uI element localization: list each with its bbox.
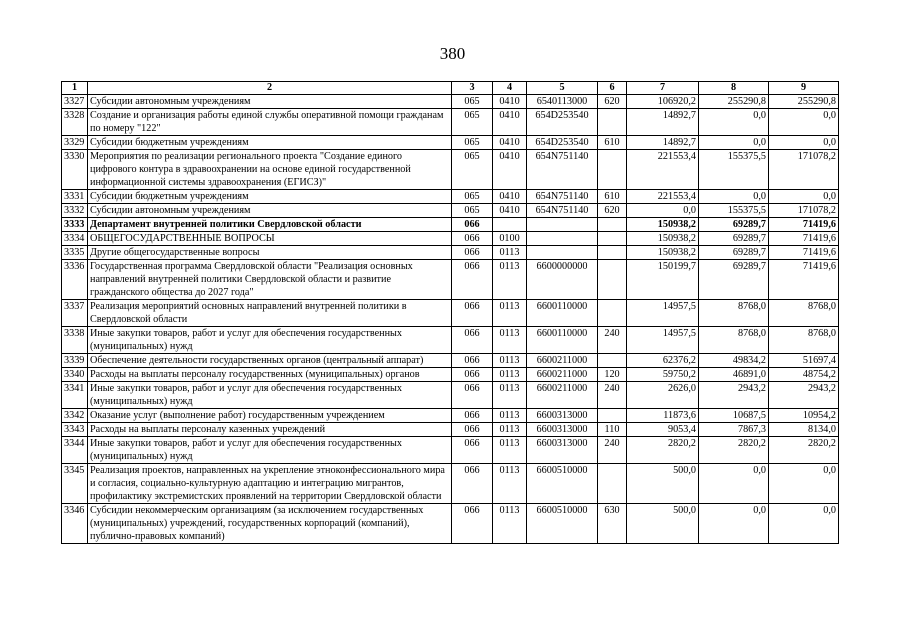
amount-col7: 9053,4 bbox=[627, 423, 699, 437]
header-cell: 8 bbox=[699, 82, 769, 95]
amount-col8: 255290,8 bbox=[699, 95, 769, 109]
amount-col7: 150199,7 bbox=[627, 260, 699, 300]
table-row bbox=[62, 246, 839, 260]
amount-col8: 0,0 bbox=[699, 109, 769, 136]
amount-col9: 48754,2 bbox=[769, 368, 839, 382]
amount-col7: 0,0 bbox=[627, 204, 699, 218]
amount-col8: 69289,7 bbox=[699, 232, 769, 246]
table-row bbox=[62, 327, 839, 354]
expense-type-code bbox=[598, 300, 627, 327]
table-row bbox=[62, 136, 839, 150]
header-cell: 7 bbox=[627, 82, 699, 95]
ministry-code: 065 bbox=[452, 204, 493, 218]
amount-col9: 0,0 bbox=[769, 136, 839, 150]
amount-col8: 155375,5 bbox=[699, 204, 769, 218]
section-code: 0113 bbox=[493, 464, 527, 504]
row-number: 3345 bbox=[62, 464, 88, 504]
expense-type-code bbox=[598, 218, 627, 232]
section-code: 0100 bbox=[493, 232, 527, 246]
header-cell: 1 bbox=[62, 82, 88, 95]
target-article-code bbox=[527, 218, 598, 232]
row-number: 3333 bbox=[62, 218, 88, 232]
row-number: 3346 bbox=[62, 504, 88, 544]
table-row bbox=[62, 437, 839, 464]
amount-col7: 150938,2 bbox=[627, 232, 699, 246]
row-number: 3337 bbox=[62, 300, 88, 327]
amount-col9: 51697,4 bbox=[769, 354, 839, 368]
amount-col7: 221553,4 bbox=[627, 150, 699, 190]
expense-type-code: 240 bbox=[598, 327, 627, 354]
amount-col8: 0,0 bbox=[699, 136, 769, 150]
expense-type-code bbox=[598, 409, 627, 423]
amount-col8: 155375,5 bbox=[699, 150, 769, 190]
row-number: 3343 bbox=[62, 423, 88, 437]
table-row bbox=[62, 354, 839, 368]
row-number: 3342 bbox=[62, 409, 88, 423]
item-name: Расходы на выплаты персоналу казенных учреждений bbox=[88, 423, 452, 437]
section-code: 0113 bbox=[493, 437, 527, 464]
amount-col8: 8768,0 bbox=[699, 300, 769, 327]
amount-col7: 14957,5 bbox=[627, 300, 699, 327]
item-name: Субсидии некоммерческим организациям (за исключением государственных (муниципальных) учреждений, государственных корпораций (компаний), публично-правовых компаний) bbox=[88, 504, 452, 544]
section-code: 0113 bbox=[493, 504, 527, 544]
item-name: Реализация проектов, направленных на укрепление этноконфессионального мира и согласия, социально-культурную адаптацию и интеграцию мигрантов, профилактику экстремистских проявлений на территории Свердловской области bbox=[88, 464, 452, 504]
item-name: Расходы на выплаты персоналу государственных (муниципальных) органов bbox=[88, 368, 452, 382]
row-number: 3334 bbox=[62, 232, 88, 246]
target-article-code: 6600211000 bbox=[527, 354, 598, 368]
expense-type-code bbox=[598, 232, 627, 246]
amount-col9: 255290,8 bbox=[769, 95, 839, 109]
target-article-code: 654D253540 bbox=[527, 109, 598, 136]
row-number: 3341 bbox=[62, 382, 88, 409]
amount-col9: 0,0 bbox=[769, 464, 839, 504]
amount-col9: 0,0 bbox=[769, 190, 839, 204]
section-code: 0410 bbox=[493, 204, 527, 218]
target-article-code: 654N751140 bbox=[527, 204, 598, 218]
item-name: Государственная программа Свердловской области "Реализация основных направлений внутренней политики Свердловской области и развитие гражданского общества до 2027 года" bbox=[88, 260, 452, 300]
target-article-code bbox=[527, 246, 598, 260]
amount-col9: 71419,6 bbox=[769, 246, 839, 260]
expense-type-code: 630 bbox=[598, 504, 627, 544]
page-number: 380 bbox=[439, 44, 466, 63]
amount-col9: 8768,0 bbox=[769, 300, 839, 327]
table-row bbox=[62, 204, 839, 218]
ministry-code: 065 bbox=[452, 95, 493, 109]
row-number: 3344 bbox=[62, 437, 88, 464]
expense-type-code bbox=[598, 109, 627, 136]
item-name: Мероприятия по реализации регионального проекта "Создание единого цифрового контура в здравоохранении на основе единой государственной информационной системы здравоохранения (ЕГИСЗ)" bbox=[88, 150, 452, 190]
target-article-code: 6600000000 bbox=[527, 260, 598, 300]
row-number: 3340 bbox=[62, 368, 88, 382]
target-article-code: 6600313000 bbox=[527, 409, 598, 423]
expense-type-code bbox=[598, 246, 627, 260]
table-row bbox=[62, 300, 839, 327]
section-code: 0113 bbox=[493, 423, 527, 437]
target-article-code: 6600510000 bbox=[527, 464, 598, 504]
ministry-code: 066 bbox=[452, 300, 493, 327]
expense-type-code: 620 bbox=[598, 204, 627, 218]
ministry-code: 065 bbox=[452, 150, 493, 190]
ministry-code: 066 bbox=[452, 260, 493, 300]
amount-col7: 150938,2 bbox=[627, 218, 699, 232]
ministry-code: 065 bbox=[452, 190, 493, 204]
section-code: 0113 bbox=[493, 246, 527, 260]
header-row bbox=[62, 82, 839, 95]
target-article-code: 6600211000 bbox=[527, 382, 598, 409]
target-article-code: 654D253540 bbox=[527, 136, 598, 150]
table-row bbox=[62, 95, 839, 109]
ministry-code: 066 bbox=[452, 504, 493, 544]
table-row bbox=[62, 218, 839, 232]
amount-col9: 171078,2 bbox=[769, 204, 839, 218]
ministry-code: 066 bbox=[452, 246, 493, 260]
target-article-code: 6540113000 bbox=[527, 95, 598, 109]
item-name: Субсидии бюджетным учреждениям bbox=[88, 136, 452, 150]
amount-col7: 150938,2 bbox=[627, 246, 699, 260]
table-row bbox=[62, 109, 839, 136]
table-row bbox=[62, 150, 839, 190]
ministry-code: 066 bbox=[452, 464, 493, 504]
table-row bbox=[62, 260, 839, 300]
item-name: ОБЩЕГОСУДАРСТВЕННЫЕ ВОПРОСЫ bbox=[88, 232, 452, 246]
section-code: 0113 bbox=[493, 368, 527, 382]
row-number: 3332 bbox=[62, 204, 88, 218]
row-number: 3330 bbox=[62, 150, 88, 190]
row-number: 3328 bbox=[62, 109, 88, 136]
item-name: Субсидии автономным учреждениям bbox=[88, 95, 452, 109]
row-number: 3327 bbox=[62, 95, 88, 109]
ministry-code: 066 bbox=[452, 327, 493, 354]
table-row bbox=[62, 423, 839, 437]
item-name: Реализация мероприятий основных направлений внутренней политики в Свердловской области bbox=[88, 300, 452, 327]
header-cell: 5 bbox=[527, 82, 598, 95]
table-row bbox=[62, 190, 839, 204]
amount-col8: 69289,7 bbox=[699, 246, 769, 260]
amount-col9: 71419,6 bbox=[769, 218, 839, 232]
expense-type-code: 120 bbox=[598, 368, 627, 382]
item-name: Создание и организация работы единой службы оперативной помощи гражданам по номеру "122" bbox=[88, 109, 452, 136]
amount-col7: 221553,4 bbox=[627, 190, 699, 204]
ministry-code: 065 bbox=[452, 109, 493, 136]
item-name: Оказание услуг (выполнение работ) государственным учреждением bbox=[88, 409, 452, 423]
amount-col9: 71419,6 bbox=[769, 232, 839, 246]
ministry-code: 066 bbox=[452, 409, 493, 423]
amount-col7: 59750,2 bbox=[627, 368, 699, 382]
expense-type-code bbox=[598, 464, 627, 504]
target-article-code: 6600110000 bbox=[527, 327, 598, 354]
amount-col7: 14892,7 bbox=[627, 109, 699, 136]
amount-col9: 0,0 bbox=[769, 109, 839, 136]
row-number: 3335 bbox=[62, 246, 88, 260]
table-row bbox=[62, 504, 839, 544]
section-code: 0113 bbox=[493, 382, 527, 409]
expense-type-code: 610 bbox=[598, 190, 627, 204]
amount-col9: 171078,2 bbox=[769, 150, 839, 190]
row-number: 3331 bbox=[62, 190, 88, 204]
amount-col8: 2820,2 bbox=[699, 437, 769, 464]
amount-col7: 500,0 bbox=[627, 504, 699, 544]
row-number: 3338 bbox=[62, 327, 88, 354]
target-article-code: 6600313000 bbox=[527, 437, 598, 464]
section-code: 0113 bbox=[493, 354, 527, 368]
amount-col9: 10954,2 bbox=[769, 409, 839, 423]
item-name: Другие общегосударственные вопросы bbox=[88, 246, 452, 260]
section-code: 0410 bbox=[493, 109, 527, 136]
amount-col7: 500,0 bbox=[627, 464, 699, 504]
amount-col8: 46891,0 bbox=[699, 368, 769, 382]
section-code: 0410 bbox=[493, 190, 527, 204]
section-code: 0410 bbox=[493, 95, 527, 109]
budget-table bbox=[61, 81, 839, 544]
header-cell: 2 bbox=[88, 82, 452, 95]
expense-type-code: 240 bbox=[598, 382, 627, 409]
expense-type-code bbox=[598, 354, 627, 368]
amount-col7: 2820,2 bbox=[627, 437, 699, 464]
amount-col8: 10687,5 bbox=[699, 409, 769, 423]
table-row bbox=[62, 409, 839, 423]
expense-type-code: 620 bbox=[598, 95, 627, 109]
table-body bbox=[62, 95, 839, 544]
item-name: Департамент внутренней политики Свердловской области bbox=[88, 218, 452, 232]
expense-type-code: 110 bbox=[598, 423, 627, 437]
section-code bbox=[493, 218, 527, 232]
row-number: 3329 bbox=[62, 136, 88, 150]
item-name: Иные закупки товаров, работ и услуг для обеспечения государственных (муниципальных) нужд bbox=[88, 327, 452, 354]
expense-type-code: 610 bbox=[598, 136, 627, 150]
amount-col7: 106920,2 bbox=[627, 95, 699, 109]
expense-type-code bbox=[598, 150, 627, 190]
amount-col9: 2943,2 bbox=[769, 382, 839, 409]
table-row bbox=[62, 232, 839, 246]
amount-col8: 69289,7 bbox=[699, 218, 769, 232]
target-article-code bbox=[527, 232, 598, 246]
header-cell: 9 bbox=[769, 82, 839, 95]
amount-col8: 7867,3 bbox=[699, 423, 769, 437]
target-article-code: 6600110000 bbox=[527, 300, 598, 327]
ministry-code: 066 bbox=[452, 354, 493, 368]
item-name: Субсидии бюджетным учреждениям bbox=[88, 190, 452, 204]
table-row bbox=[62, 368, 839, 382]
amount-col8: 0,0 bbox=[699, 190, 769, 204]
ministry-code: 066 bbox=[452, 368, 493, 382]
target-article-code: 6600211000 bbox=[527, 368, 598, 382]
item-name: Обеспечение деятельности государственных органов (центральный аппарат) bbox=[88, 354, 452, 368]
amount-col7: 14957,5 bbox=[627, 327, 699, 354]
amount-col8: 49834,2 bbox=[699, 354, 769, 368]
row-number: 3336 bbox=[62, 260, 88, 300]
ministry-code: 066 bbox=[452, 218, 493, 232]
expense-type-code: 240 bbox=[598, 437, 627, 464]
amount-col8: 8768,0 bbox=[699, 327, 769, 354]
amount-col9: 2820,2 bbox=[769, 437, 839, 464]
ministry-code: 066 bbox=[452, 437, 493, 464]
ministry-code: 066 bbox=[452, 382, 493, 409]
row-number: 3339 bbox=[62, 354, 88, 368]
target-article-code: 6600510000 bbox=[527, 504, 598, 544]
section-code: 0113 bbox=[493, 260, 527, 300]
target-article-code: 654N751140 bbox=[527, 190, 598, 204]
amount-col9: 0,0 bbox=[769, 504, 839, 544]
amount-col7: 14892,7 bbox=[627, 136, 699, 150]
target-article-code: 654N751140 bbox=[527, 150, 598, 190]
amount-col7: 11873,6 bbox=[627, 409, 699, 423]
table-row bbox=[62, 464, 839, 504]
item-name: Иные закупки товаров, работ и услуг для обеспечения государственных (муниципальных) нужд bbox=[88, 382, 452, 409]
ministry-code: 065 bbox=[452, 136, 493, 150]
item-name: Субсидии автономным учреждениям bbox=[88, 204, 452, 218]
header-cell: 3 bbox=[452, 82, 493, 95]
ministry-code: 066 bbox=[452, 423, 493, 437]
amount-col8: 0,0 bbox=[699, 464, 769, 504]
header-cell: 4 bbox=[493, 82, 527, 95]
amount-col8: 0,0 bbox=[699, 504, 769, 544]
amount-col7: 62376,2 bbox=[627, 354, 699, 368]
item-name: Иные закупки товаров, работ и услуг для обеспечения государственных (муниципальных) нужд bbox=[88, 437, 452, 464]
section-code: 0113 bbox=[493, 300, 527, 327]
section-code: 0113 bbox=[493, 327, 527, 354]
section-code: 0113 bbox=[493, 409, 527, 423]
amount-col8: 69289,7 bbox=[699, 260, 769, 300]
section-code: 0410 bbox=[493, 136, 527, 150]
amount-col9: 71419,6 bbox=[769, 260, 839, 300]
ministry-code: 066 bbox=[452, 232, 493, 246]
amount-col9: 8768,0 bbox=[769, 327, 839, 354]
header-cell: 6 bbox=[598, 82, 627, 95]
amount-col8: 2943,2 bbox=[699, 382, 769, 409]
amount-col9: 8134,0 bbox=[769, 423, 839, 437]
expense-type-code bbox=[598, 260, 627, 300]
table-row bbox=[62, 382, 839, 409]
section-code: 0410 bbox=[493, 150, 527, 190]
target-article-code: 6600313000 bbox=[527, 423, 598, 437]
amount-col7: 2626,0 bbox=[627, 382, 699, 409]
